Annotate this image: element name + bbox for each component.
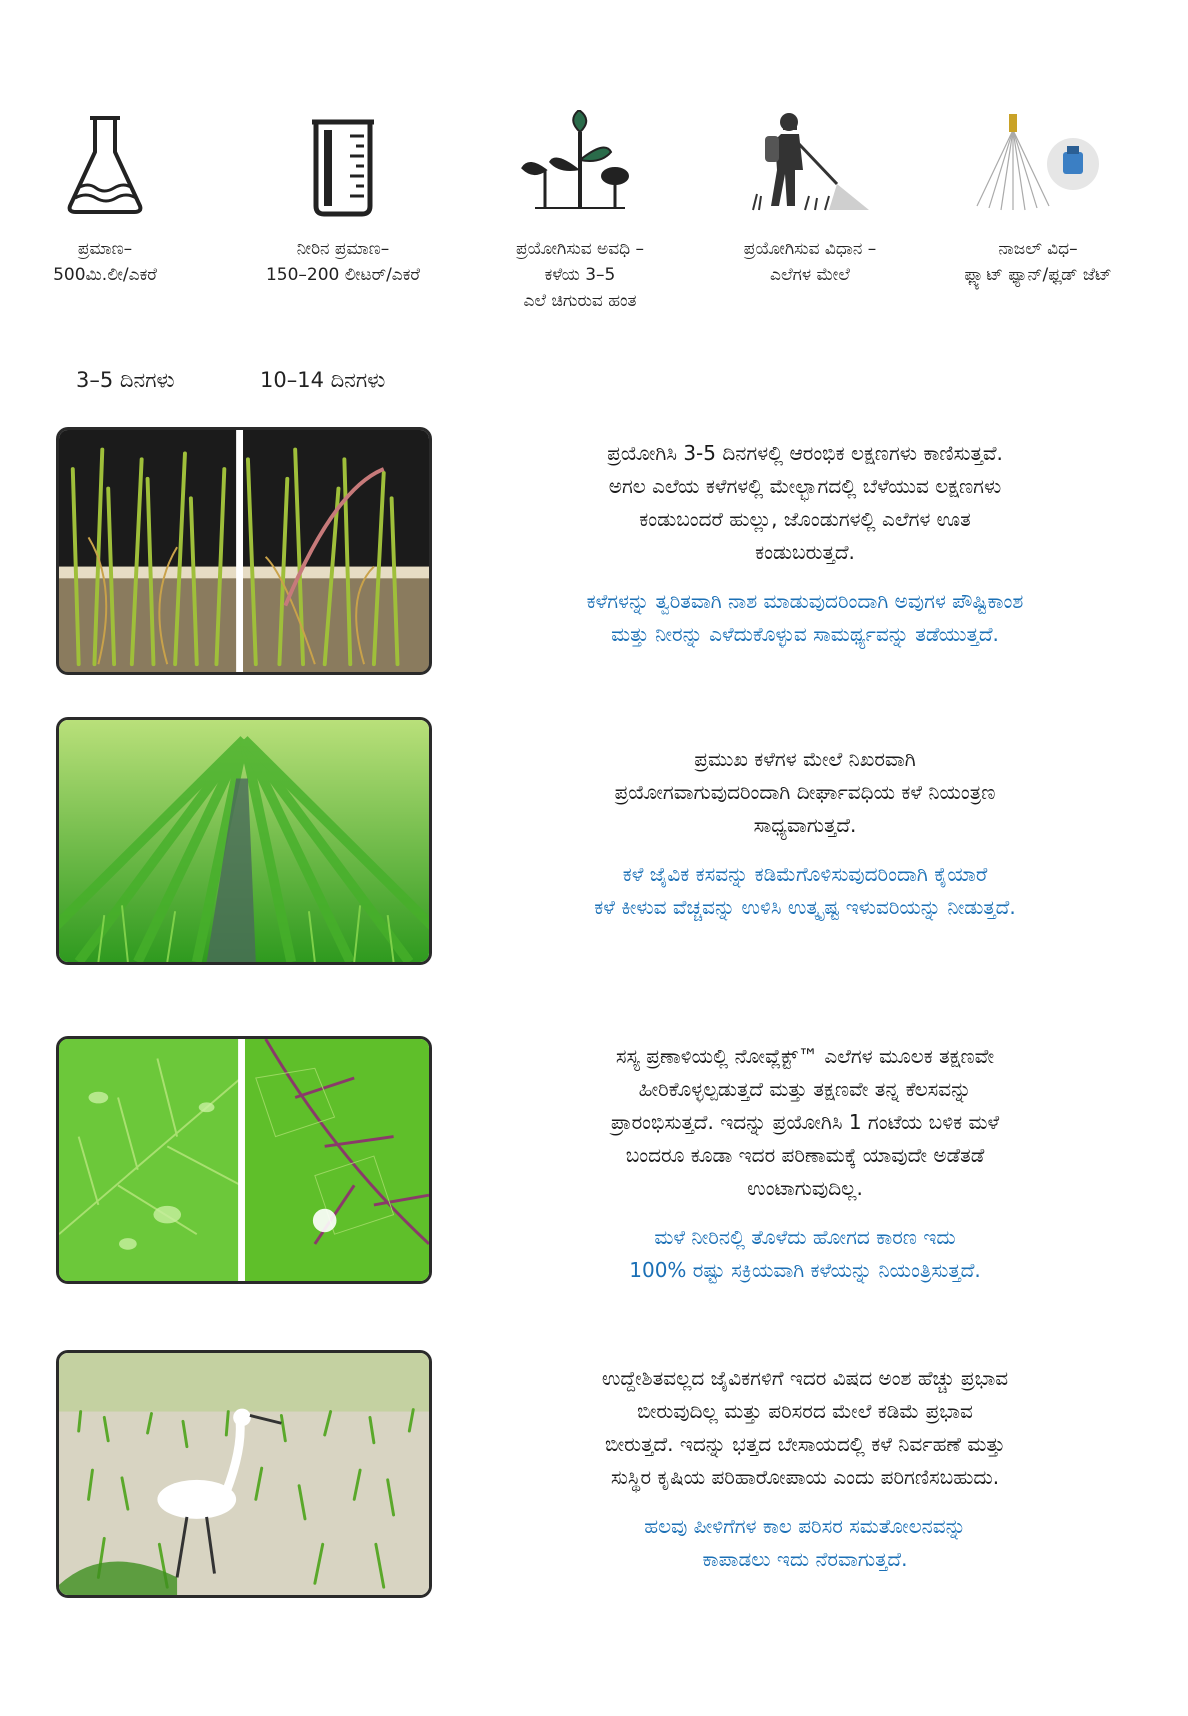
section-4-description: ಉದ್ದೇಶಿತವಲ್ಲದ ಜೈವಿಕಗಳಿಗೆ ಇದರ ವಿಷದ ಅಂಶ ಹೆಚ್ಚು ಪ್ರಭಾವ ಬೀರುವುದಿಲ್ಲ ಮತ್ತು ಪರಿಸರದ ಮೇಲೆ ಕಡಿಮೆ ಪ್ರಭಾವ ಬೀರುತ್ತದೆ. ಇದನ್ನು ಭತ್ತದ ಬೇಸಾಯದಲ್ಲಿ ಕಳೆ ನಿರ್ವಹಣೆ ಮತ್ತು ಸುಸ್ಥಿರ ಕೃಷಿಯ ಪರಿಹಾರೋಪಾಯ ಎಂದು ಪರಿಗಣಿಸಬಹುದು.	[601, 1366, 1009, 1489]
icon-column-dose	[0, 110, 225, 288]
caption-line: ಪ್ರಯೋಗಿಸುವ ವಿಧಾನ –	[743, 239, 877, 259]
section-1-text	[460, 437, 1150, 651]
section-3-text	[460, 1040, 1150, 1287]
section-4-benefit: ಹಲವು ಪೀಳಿಗೆಗಳ ಕಾಲ ಪರಿಸರ ಸಮತೋಲನವನ್ನು ಕಾಪಾಡಲು ಇದು ನೆರವಾಗುತ್ತದೆ.	[644, 1514, 966, 1571]
egret-paddy-photo	[56, 1350, 432, 1598]
flask-icon	[60, 110, 150, 220]
caption-line: ಪ್ರಯೋಗಿಸುವ ಅವಧಿ –	[515, 239, 645, 259]
icon-column-water	[223, 110, 463, 288]
caption-line: ಪ್ರಮಾಣ–	[77, 239, 133, 259]
icon-column-nozzle	[918, 110, 1158, 288]
caption-line: ನೀರಿನ ಪ್ರಮಾಣ–	[296, 239, 390, 259]
section-2-text	[460, 743, 1150, 924]
day-label-late: 10–14 ದಿನಗಳು	[260, 368, 386, 392]
seedling-icon	[515, 110, 645, 220]
icon-column-timing	[460, 110, 700, 314]
caption-line: ಫ್ಲ್ಯಾಟ್ ಫ್ಯಾನ್/ಫ್ಲಡ್ ಜೆಟ್	[964, 265, 1112, 285]
caption-line: 150–200 ಲೀಟರ್/ಎಕರೆ	[265, 265, 421, 285]
weeds-comparison-photo	[56, 427, 432, 675]
section-3-benefit: ಮಳೆ ನೀರಿನಲ್ಲಿ ತೊಳೆದು ಹೋಗದ ಕಾರಣ ಇದು 100% ರಷ್ಟು ಸಕ್ರಿಯವಾಗಿ ಕಳೆಯನ್ನು ನಿಯಂತ್ರಿಸುತ್ತದೆ.	[629, 1225, 981, 1282]
leaf-droplets-photo	[56, 1036, 432, 1284]
sprayer-person-icon	[745, 110, 875, 220]
section-4-text	[460, 1362, 1150, 1576]
day-label-early: 3–5 ದಿನಗಳು	[76, 368, 175, 392]
caption-line: 500ಮಿ.ಲೀ/ಎಕರೆ	[53, 265, 157, 285]
caption-line: ಕಳೆಯ 3–5	[544, 265, 616, 285]
section-3-description: ಸಸ್ಯ ಪ್ರಣಾಳಿಯಲ್ಲಿ ನೋವ್ಲೆಕ್ಟ್™ ಎಲೆಗಳ ಮೂಲಕ ತಕ್ಷಣವೇ ಹೀರಿಕೊಳ್ಳಲ್ಪಡುತ್ತದೆ ಮತ್ತು ತಕ್ಷಣವೇ ತನ್ನ ಕೆಲಸವನ್ನು ಪ್ರಾರಂಭಿಸುತ್ತದೆ. ಇದನ್ನು ಪ್ರಯೋಗಿಸಿ 1 ಗಂಟೆಯ ಬಳಿಕ ಮಳೆ ಬಂದರೂ ಕೂಡಾ ಇದರ ಪರಿಣಾಮಕ್ಕೆ ಯಾವುದೇ ಅಡೆತಡೆ ಉಂಟಾಗುವುದಿಲ್ಲ.	[610, 1044, 1000, 1200]
beaker-icon	[298, 110, 388, 220]
section-1-benefit: ಕಳೆಗಳನ್ನು ತ್ವರಿತವಾಗಿ ನಾಶ ಮಾಡುವುದರಿಂದಾಗಿ ಅವುಗಳ ಪೌಷ್ಟಿಕಾಂಶ ಮತ್ತು ನೀರನ್ನು ಎಳೆದುಕೊಳ್ಳುವ ಸಾಮರ್ಥ್ಯವನ್ನು ತಡೆಯುತ್ತದೆ.	[586, 589, 1024, 646]
rice-field-photo	[56, 717, 432, 965]
spray-nozzle-icon	[973, 110, 1103, 220]
section-2-benefit: ಕಳೆ ಜೈವಿಕ ಕಸವನ್ನು ಕಡಿಮೆಗೊಳಿಸುವುದರಿಂದಾಗಿ ಕೈಯಾರೆ ಕಳೆ ಕೀಳುವ ವೆಚ್ಚವನ್ನು ಉಳಿಸಿ ಉತ್ಕೃಷ್ಟ ಇಳುವರಿಯನ್ನು ನೀಡುತ್ತದೆ.	[594, 862, 1016, 919]
icon-column-method	[690, 110, 930, 288]
caption-line: ನಾಜಲ್ ವಿಧ–	[998, 239, 1078, 259]
section-2-description: ಪ್ರಮುಖ ಕಳೆಗಳ ಮೇಲೆ ನಿಖರವಾಗಿ ಪ್ರಯೋಗವಾಗುವುದರಿಂದಾಗಿ ದೀರ್ಘಾವಧಿಯ ಕಳೆ ನಿಯಂತ್ರಣ ಸಾಧ್ಯವಾಗುತ್ತದೆ.	[614, 747, 996, 837]
caption-line: ಎಲೆಗಳ ಮೇಲೆ	[770, 265, 850, 285]
section-1-description: ಪ್ರಯೋಗಿಸಿ 3-5 ದಿನಗಳಲ್ಲಿ ಆರಂಭಿಕ ಲಕ್ಷಣಗಳು ಕಾಣಿಸುತ್ತವೆ. ಅಗಲ ಎಲೆಯ ಕಳೆಗಳಲ್ಲಿ ಮೇಲ್ಭಾಗದಲ್ಲಿ ಬೆಳೆಯುವ ಲಕ್ಷಣಗಳು ಕಂಡುಬಂದರೆ ಹುಲ್ಲು, ಜೊಂಡುಗಳಲ್ಲಿ ಎಲೆಗಳ ಊತ ಕಂಡುಬರುತ್ತದೆ.	[607, 441, 1003, 564]
caption-line: ಎಲೆ ಚಿಗುರುವ ಹಂತ	[523, 291, 637, 311]
